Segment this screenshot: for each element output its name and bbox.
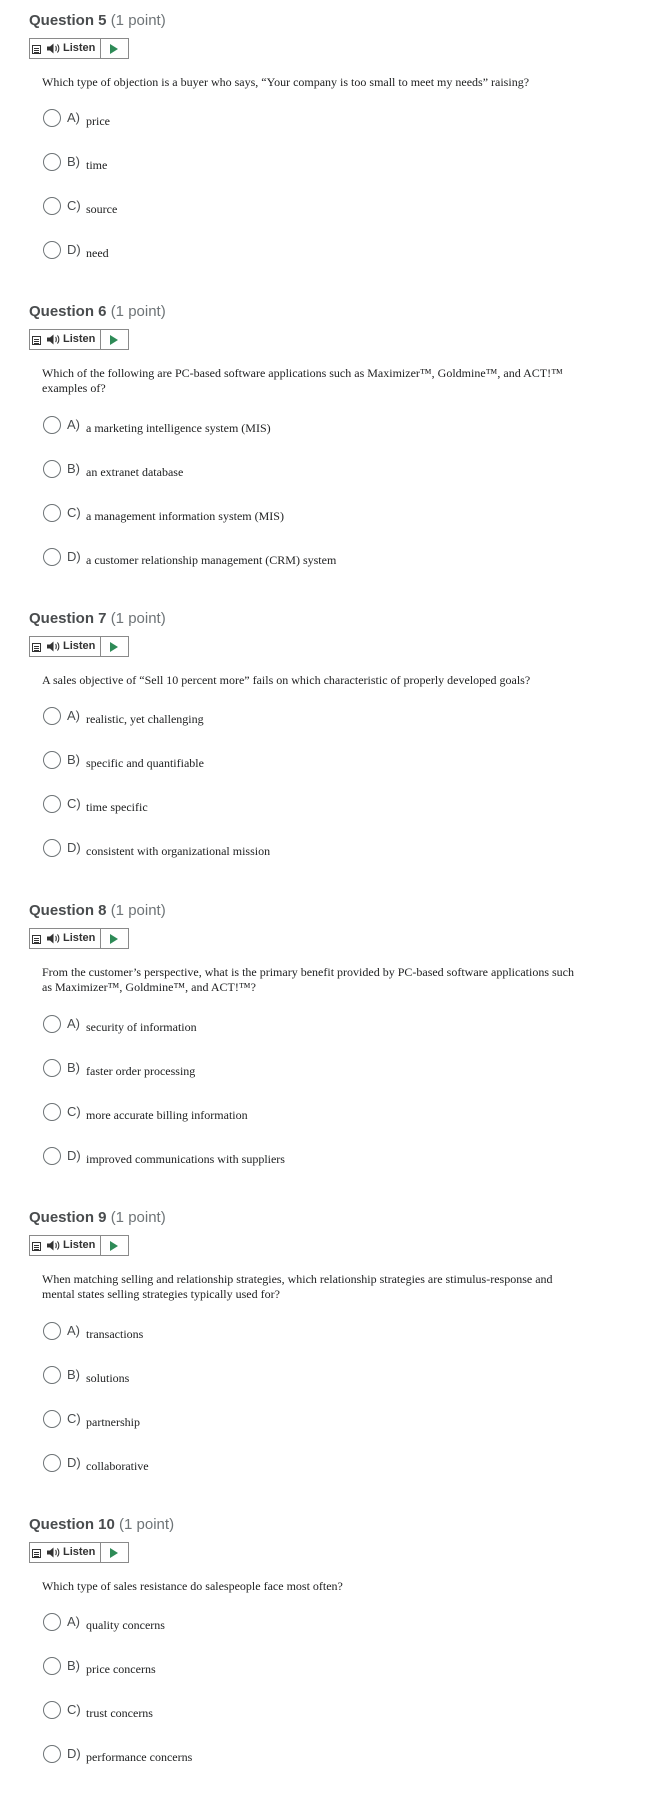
listen-widget: [29, 329, 129, 350]
listen-button[interactable]: [30, 1543, 101, 1562]
option-text: an extranet database: [86, 465, 184, 479]
listen-widget: [29, 38, 129, 59]
play-icon: [110, 335, 118, 345]
listen-label: Listen: [63, 1239, 96, 1251]
radio-button[interactable]: [43, 548, 61, 566]
question-heading: [29, 12, 166, 30]
option-letter: C): [67, 1104, 81, 1119]
option-letter: C): [67, 1702, 81, 1717]
option-letter: C): [67, 796, 81, 811]
option-letter: A): [67, 110, 80, 125]
listen-button[interactable]: [30, 39, 101, 58]
speaker-icon: [47, 1240, 60, 1251]
speaker-icon: [47, 933, 60, 944]
listen-widget: [29, 636, 129, 657]
option-letter: C): [67, 198, 81, 213]
option-letter: B): [67, 1060, 80, 1075]
answer-option-a[interactable]: [43, 1015, 443, 1039]
question-points: (1 point): [119, 1516, 175, 1533]
radio-button[interactable]: [43, 1454, 61, 1472]
option-letter: A): [67, 708, 80, 723]
option-text: price: [86, 114, 110, 128]
listen-button[interactable]: [30, 929, 101, 948]
radio-button[interactable]: [43, 1059, 61, 1077]
radio-button[interactable]: [43, 1366, 61, 1384]
question-points: (1 point): [110, 303, 166, 320]
option-letter: D): [67, 840, 81, 855]
answer-option-b[interactable]: [43, 460, 443, 484]
play-icon: [110, 934, 118, 944]
option-text: a management information system (MIS): [86, 509, 284, 523]
answer-option-c[interactable]: [43, 1103, 443, 1127]
play-button[interactable]: [101, 1543, 128, 1562]
question-prompt: A sales objective of “Sell 10 percent more” fails on which characteristic of properly developed goals?: [42, 673, 531, 687]
radio-button[interactable]: [43, 460, 61, 478]
play-button[interactable]: [101, 39, 128, 58]
option-text: time specific: [86, 800, 148, 814]
question-title: Question 8: [29, 902, 107, 919]
question-heading: [29, 1516, 174, 1534]
option-letter: B): [67, 1367, 80, 1382]
option-text: time: [86, 158, 108, 172]
radio-button[interactable]: [43, 504, 61, 522]
radio-button[interactable]: [43, 839, 61, 857]
question-block: [0, 902, 647, 1172]
radio-button[interactable]: [43, 241, 61, 259]
option-text: security of information: [86, 1020, 197, 1034]
answer-option-c[interactable]: [43, 1410, 443, 1434]
option-letter: B): [67, 154, 80, 169]
play-icon: [110, 1241, 118, 1251]
option-text: collaborative: [86, 1459, 149, 1473]
listen-widget: [29, 928, 129, 949]
option-letter: D): [67, 1455, 81, 1470]
answer-option-a[interactable]: [43, 416, 443, 440]
question-block: [0, 610, 647, 870]
question-prompt: Which type of sales resistance do salespeople face most often?: [42, 1579, 343, 1593]
speaker-icon: [47, 641, 60, 652]
radio-button[interactable]: [43, 1613, 61, 1631]
menu-icon[interactable]: [32, 935, 41, 944]
listen-widget: [29, 1542, 129, 1563]
menu-icon[interactable]: [32, 1549, 41, 1558]
radio-button[interactable]: [43, 153, 61, 171]
answer-option-a[interactable]: [43, 1613, 443, 1637]
answer-option-d[interactable]: [43, 548, 443, 572]
question-block: [0, 303, 647, 573]
answer-option-b[interactable]: [43, 1657, 443, 1681]
answer-option-c[interactable]: [43, 504, 443, 528]
question-title: Question 6: [29, 303, 107, 320]
answer-option-b[interactable]: [43, 153, 443, 177]
question-points: (1 point): [110, 902, 166, 919]
option-letter: B): [67, 1658, 80, 1673]
speaker-icon: [47, 1547, 60, 1558]
answer-option-b[interactable]: [43, 751, 443, 775]
option-letter: D): [67, 242, 81, 257]
play-button[interactable]: [101, 637, 128, 656]
radio-button[interactable]: [43, 1015, 61, 1033]
option-text: realistic, yet challenging: [86, 712, 204, 726]
radio-button[interactable]: [43, 109, 61, 127]
radio-button[interactable]: [43, 1701, 61, 1719]
radio-button[interactable]: [43, 1147, 61, 1165]
answer-option-b[interactable]: [43, 1366, 443, 1390]
answer-option-c[interactable]: [43, 795, 443, 819]
menu-icon[interactable]: [32, 45, 41, 54]
question-prompt: Which type of objection is a buyer who says, “Your company is too small to meet my needs” raising?: [42, 75, 530, 89]
answer-option-b[interactable]: [43, 1059, 443, 1083]
menu-icon[interactable]: [32, 336, 41, 345]
question-block: [0, 1209, 647, 1479]
option-letter: D): [67, 1148, 81, 1163]
listen-button[interactable]: [30, 330, 101, 349]
play-button[interactable]: [101, 1236, 128, 1255]
radio-button[interactable]: [43, 751, 61, 769]
option-text: source: [86, 202, 118, 216]
option-text: price concerns: [86, 1662, 156, 1676]
play-icon: [110, 44, 118, 54]
option-letter: B): [67, 461, 80, 476]
option-letter: A): [67, 417, 80, 432]
question-heading: [29, 1209, 166, 1227]
listen-label: Listen: [63, 1546, 96, 1558]
question-points: (1 point): [110, 12, 166, 29]
answer-option-d[interactable]: [43, 1147, 443, 1171]
option-text: trust concerns: [86, 1706, 153, 1720]
radio-button[interactable]: [43, 1657, 61, 1675]
option-letter: D): [67, 1746, 81, 1761]
listen-button[interactable]: [30, 637, 101, 656]
option-letter: A): [67, 1016, 80, 1031]
radio-button[interactable]: [43, 1322, 61, 1340]
speaker-icon: [47, 334, 60, 345]
option-text: performance concerns: [86, 1750, 193, 1764]
option-text: solutions: [86, 1371, 130, 1385]
option-text: improved communications with suppliers: [86, 1152, 285, 1166]
play-icon: [110, 642, 118, 652]
answer-option-c[interactable]: [43, 1701, 443, 1725]
answer-option-a[interactable]: [43, 109, 443, 133]
answer-option-a[interactable]: [43, 707, 443, 731]
menu-icon[interactable]: [32, 1242, 41, 1251]
option-text: consistent with organizational mission: [86, 844, 271, 858]
answer-option-d[interactable]: [43, 1745, 443, 1769]
radio-button[interactable]: [43, 707, 61, 725]
option-text: partnership: [86, 1415, 140, 1429]
radio-button[interactable]: [43, 795, 61, 813]
listen-label: Listen: [63, 640, 96, 652]
listen-label: Listen: [63, 333, 96, 345]
option-letter: A): [67, 1614, 80, 1629]
option-letter: D): [67, 549, 81, 564]
question-title: Question 9: [29, 1209, 107, 1226]
play-button[interactable]: [101, 929, 128, 948]
question-prompt: From the customer’s perspective, what is the primary benefit provided by PC-based software applications such as Maximizer™, Goldmine™, and ACT!™?: [42, 965, 574, 994]
speaker-icon: [47, 43, 60, 54]
option-letter: C): [67, 1411, 81, 1426]
radio-button[interactable]: [43, 1410, 61, 1428]
answer-option-d[interactable]: [43, 839, 443, 863]
option-text: faster order processing: [86, 1064, 196, 1078]
question-heading: [29, 902, 166, 920]
question-title: Question 10: [29, 1516, 115, 1533]
listen-button[interactable]: [30, 1236, 101, 1255]
play-icon: [110, 1548, 118, 1558]
radio-button[interactable]: [43, 1103, 61, 1121]
question-prompt: When matching selling and relationship strategies, which relationship strategies are stimulus-response and mental states selling strategies typically used for?: [42, 1272, 553, 1301]
option-text: transactions: [86, 1327, 144, 1341]
question-prompt: Which of the following are PC-based software applications such as Maximizer™, Goldmine™, and ACT!™ examples of?: [42, 366, 563, 395]
listen-label: Listen: [63, 932, 96, 944]
question-points: (1 point): [110, 1209, 166, 1226]
listen-label: Listen: [63, 42, 96, 54]
radio-button[interactable]: [43, 416, 61, 434]
answer-option-c[interactable]: [43, 197, 443, 221]
question-title: Question 7: [29, 610, 107, 627]
question-heading: [29, 610, 166, 628]
answer-option-d[interactable]: [43, 1454, 443, 1478]
answer-option-a[interactable]: [43, 1322, 443, 1346]
question-block: [0, 1516, 647, 1776]
option-letter: B): [67, 752, 80, 767]
answer-option-d[interactable]: [43, 241, 443, 265]
option-text: a customer relationship management (CRM) system: [86, 553, 337, 567]
question-points: (1 point): [110, 610, 166, 627]
option-text: a marketing intelligence system (MIS): [86, 421, 271, 435]
option-text: need: [86, 246, 109, 260]
question-heading: [29, 303, 166, 321]
menu-icon[interactable]: [32, 643, 41, 652]
radio-button[interactable]: [43, 197, 61, 215]
question-title: Question 5: [29, 12, 107, 29]
option-text: quality concerns: [86, 1618, 165, 1632]
option-text: specific and quantifiable: [86, 756, 204, 770]
listen-widget: [29, 1235, 129, 1256]
play-button[interactable]: [101, 330, 128, 349]
option-letter: A): [67, 1323, 80, 1338]
option-text: more accurate billing information: [86, 1108, 248, 1122]
question-block: [0, 12, 647, 272]
radio-button[interactable]: [43, 1745, 61, 1763]
option-letter: C): [67, 505, 81, 520]
